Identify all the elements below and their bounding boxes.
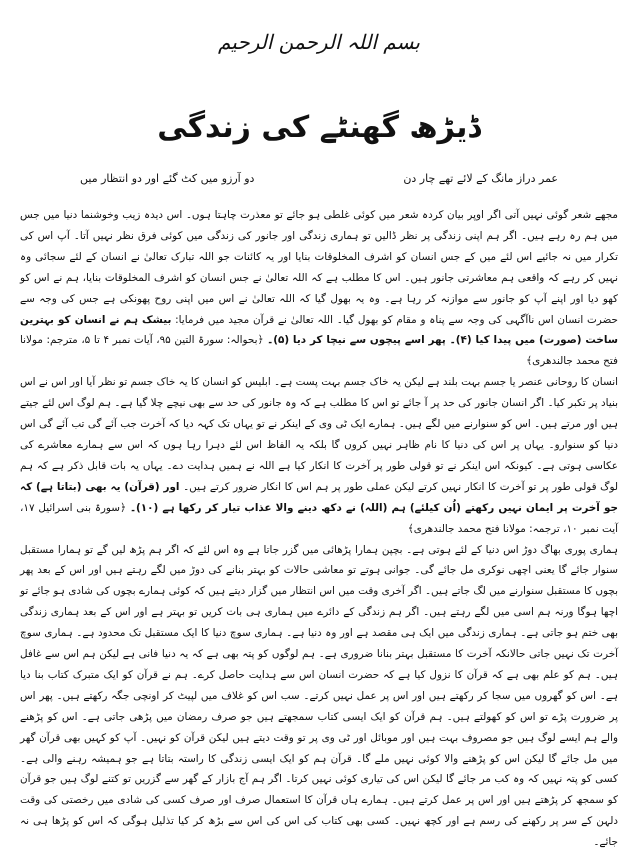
- page-title: ڈیڑھ گھنٹے کی زندگی: [0, 110, 638, 145]
- bismillah-calligraphy: بسم اللہ الرحمن الرحیم: [0, 30, 638, 54]
- quran-verse-1: بیشک ہم نے انسان کو بہترین ساخت (صورت) میں پیدا کیا (۴)۔ پھر اسے پیچوں سے نیچا کر دیا (۵)۔: [20, 314, 618, 347]
- quran-verse-2: اور (قرآن) یہ بھی (بتاتا ہے) کہ جو آخرت پر ایمان نہیں رکھتے (اُن کیلئے) ہم (اللہ) نے دکھ دینے والا عذاب تیار کر رکھا ہے (۱۰)۔: [20, 481, 618, 514]
- article-body: [20, 205, 618, 816]
- couplet-line-2: دو آرزو میں کٹ گئے اور دو انتظار میں: [80, 172, 254, 185]
- verse-2-reference: ﴿سورۃ بنی اسرائیل ۱۷، آیت نمبر ۱۰، ترجمہ: مولانا فتح محمد جالندھری﴾: [20, 502, 618, 535]
- couplet-line-1: عمر دراز مانگ کے لائے تھے چار دن: [403, 172, 558, 185]
- paragraph-2: [20, 372, 618, 539]
- paragraph-3: ہماری پوری بھاگ دوڑ اس دنیا کے لئے ہوتی ہے۔ بچپن ہمارا پڑھائی میں گزر جاتا ہے وہ اس لئے کہ اگر ہم پڑھ لیں گے تو ہمارا مستقبل سنوار جائے گا یعنی اچھی نوکری مل جائے گی۔ جوانی ہوتے تو معاشی حالات کو بہتر بنانے کی دوڑ میں لگے رہتے ہیں اور اس کے بعد پھر بچوں کا مستقبل سنوارنے میں لگ جاتے ہیں۔ اگر آخری وقت میں اس انتظار میں گزار دیتے ہیں کہ کوئی ہمارے بچوں کی شادی ہو جائے تو اچھا ہوگا ورنہ ہم اسی میں لگے رہتے ہیں۔ اگر ہم زندگی کے دائرے میں ہماری ہی بات کریں تو بہتر ہے اور اس کے بعد ہماری زندگی بھی ختم ہو جاتی ہے۔ ہماری زندگی میں ایک ہی مقصد ہے اور وہ دنیا ہے۔ ہماری سوچ دنیا کا ایک مستقبل تک محدود ہے۔ ہماری سوچ آخرت تک نہیں جاتی حالانکہ آخرت کا مستقبل بہتر بنانا ضروری ہے۔ ہم لوگوں کو پتہ بھی ہے کہ یہ دنیا فانی ہے لیکن ہم اس سے غافل ہیں۔ ہم کو علم بھی ہے کہ قرآن کا نزول کیا ہے کہ حضرت انسان اس سے ہدایت حاصل کرے۔ ہم نے قرآن کو ایک متبرک کتاب بنا دیا ہے۔ اس کو گھروں میں سجا کر رکھتے ہیں اور اس پر عمل نہیں کرتے۔ سب اس کو غلاف میں لپیٹ کر اونچی جگہ رکھتے ہیں۔ پھر اس پر ضرورت پڑے تو اس کو کھولتے ہیں۔ ہم قرآن کو ایک ایسی کتاب سمجھتے ہیں جو صرف رمضان میں پڑھی جاتی ہے۔ اس کو پڑھنے والے ہم ایسے لوگ ہیں جو مصروف بہت ہیں اور موبائل اور ٹی وی پر تو وقت دیتے ہیں لیکن قرآن کو نہیں۔ آپ کو کہیں بھی قرآن گھر میں مل جائے گا لیکن اس کو پڑھنے والا کوئی نہیں ملے گا۔ قرآن ہم کو ایک ایسی زندگی کا راستہ بتاتا ہے جو ہمیشہ رہنے والی ہے۔ کسی کو پتہ نہیں کہ وہ کب مر جائے گا لیکن اس کی تیاری کوئی نہیں کرتا۔ اگر ہم آج بازار کے گھر سے گزریں تو کتنے لوگ ہیں جو قرآن کو سمجھ کر پڑھتے ہیں اور اس پر عمل کرتے ہیں۔ ہمارے ہاں قرآن کا استعمال صرف اور صرف کسی کی شادی میں رخصتی کی وقت دلہن کے سر پر رکھنے کی رسم ہے اور کچھ نہیں۔ کسی بھی کتاب کی اس کی اس سے بڑھ کر کیا تذلیل ہوگی کہ اس کو پڑھا ہی نہ جائے۔: [20, 540, 618, 853]
- paragraph-1-text: مجھے شعر گوئی نہیں آتی اگر اوپر بیان کردہ شعر میں کوئی غلطی ہو جائے تو معذرت چاہتا ہوں۔ اس دیدہ زیب وخوشنما دنیا میں جس میں ہم رہ رہے ہیں۔ اگر ہم اپنی زندگی پر نظر ڈالیں تو ہماری زندگی اور جانور کی زندگی میں کوئی فرق نظر نہیں آتا۔ آپ اس کی تکرار میں نہ جائیے اس لئے میں کے جس انسان کو اشرف المخلوقات بنایا اور یہ کائنات جو اللہ تبارک تعالیٰ نے انسان کے لئے سجائی وہ نہیں کر رہے کہ واقعی ہم معاشرتی جانور ہیں۔ اس کا مطلب ہے کہ اللہ تعالیٰ نے جس انسان کو اشرف المخلوقات بنایا، ہم نے اس کو کھو دیا اور اپنے آپ کو جانور سے موازنہ کر رہا ہے۔ وہ یہ بھول گیا کہ اللہ تعالیٰ نے اس میں اپنی روح پھونکی ہے جس کی وجہ سے حضرت انسان اس ناآگہی کی وجہ سے پناہ و مقام کو بھول گیا۔ اللہ تعالیٰ نے قرآن مجید میں فرمایا:: [20, 209, 618, 326]
- couplet: [80, 172, 558, 185]
- paragraph-1: [20, 205, 618, 372]
- paragraph-2-text: انسان کا روحانی عنصر یا جسم بہت بلند ہے لیکن یہ خاک جسم بہت پست ہے۔ ابلیس کو انسان کا یہ خاک جسم تو نظر آیا اور اس نے اس بنیاد پر تکبر کیا۔ اگر انسان جانور کی حد پر آ جائے تو اس کا مطلب ہے کہ وہ جانور کی حد سے بھی نیچے چلا گیا ہے۔ ہم لوگ اس لئے جیتے ہیں اور مرتے ہیں۔ اس کو سنوارنے میں لگے ہیں۔ ہمارے ایک ٹی وی کے اینکر نے تو یہاں تک کہہ دیا کہ آخرت جب آئے گی تب آئے گی اس دنیا کو سنوارو۔ یہاں پر اس کی دنیا کا نام ظاہر نہیں کروں گا بلکہ یہ الفاظ اس لئے دہرا رہا ہوں کہ اس سے ہمارے معاشرے کی عکاسی ہوتی ہے۔ کیونکہ اس اینکر نے تو قولی طور پر آخرت کا انکار کیا ہے اللہ نے ہمیں ہدایت دے۔ یہاں یہ بات قابل ذکر ہے کہ ہم لوگ قولی طور پر تو آخرت کا انکار نہیں کرتے لیکن عملی طور پر ہم اس کا انکار ضرور کرتے ہیں۔: [20, 376, 618, 493]
- verse-1-reference: ﴿بحوالہ: سورۃ التین ۹۵، آیات نمبر ۴ تا ۵، مترجم: مولانا فتح محمد جالندھری﴾: [20, 334, 618, 367]
